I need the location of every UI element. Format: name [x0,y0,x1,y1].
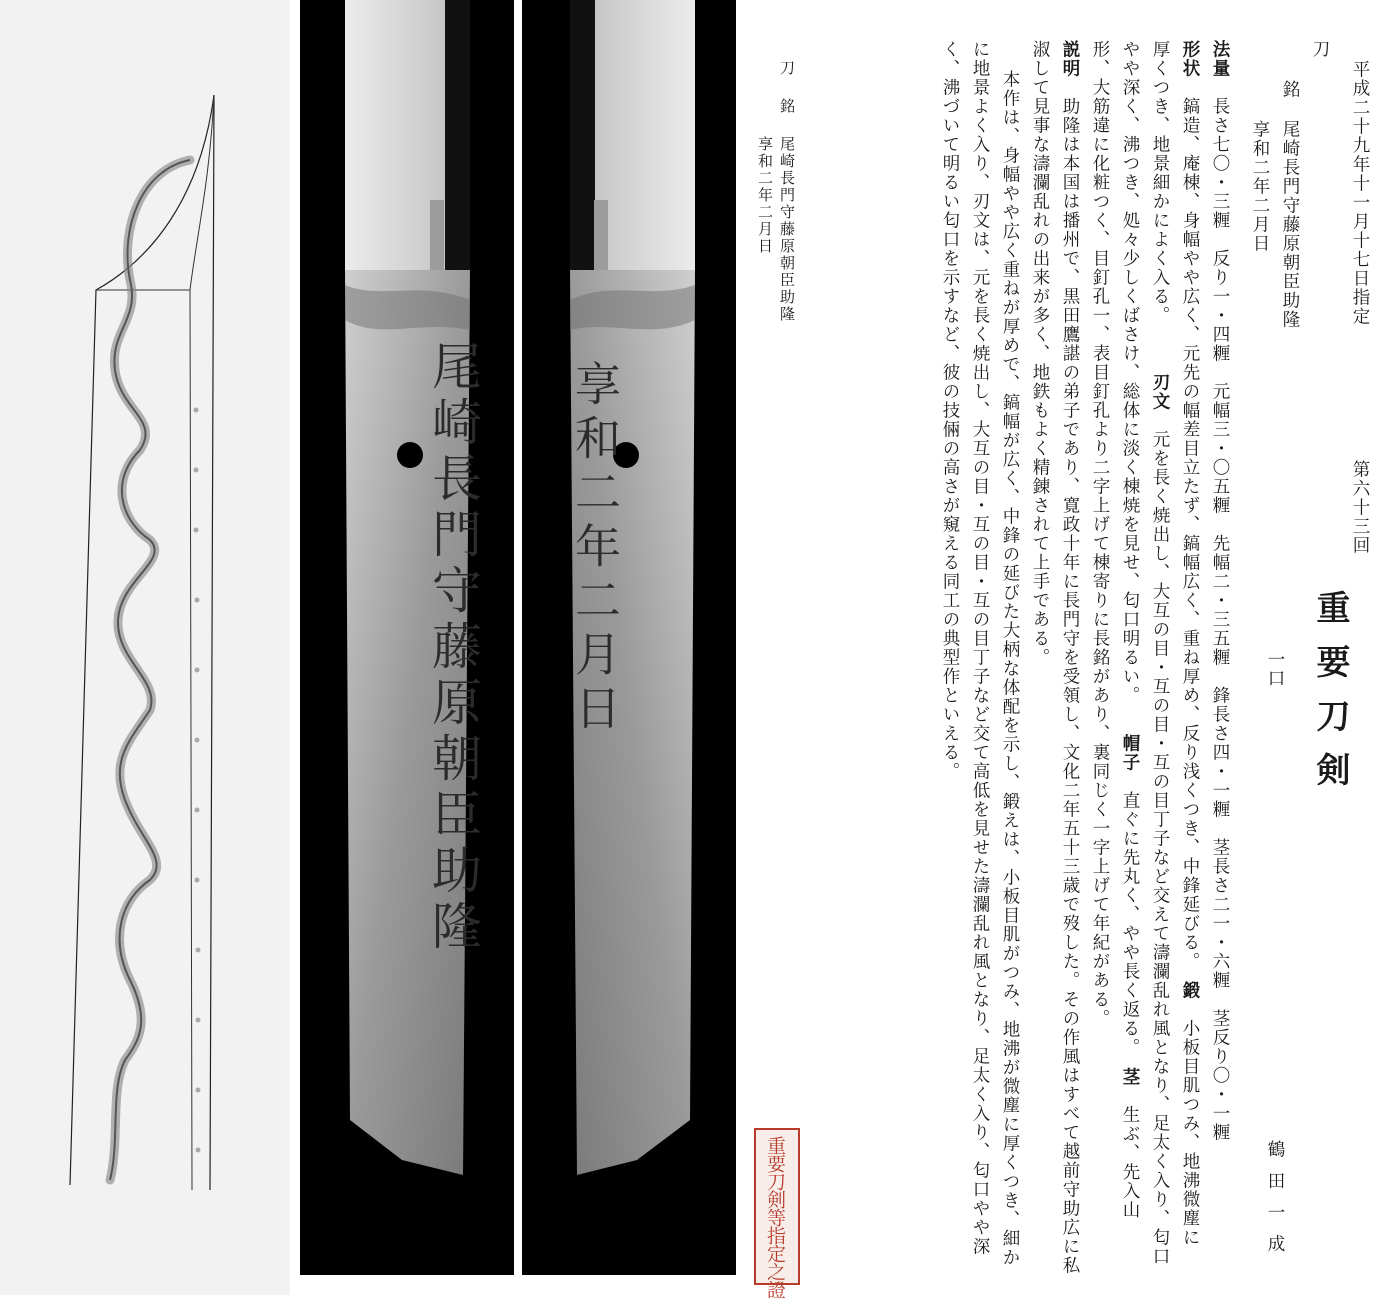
body-col-setsumei: 説明 助隆は本国は播州で、黒田鷹諶の弟子であり、寛政十年に長門守を受領し、文化二年五十三歳で歿した。その作風はすべて越前守助広に私 [1060,40,1080,1275]
photo-caption [740,60,800,760]
subject-type: 刀 [1310,40,1330,59]
body-col-jigane: 厚くつき、地景細かによく入る。 刃文 元を長く焼出し、大互の目・互の目・互の目丁子など交えて濤瀾乱れ風となり、足太く入り、匂口 [1150,40,1170,1267]
body-col-setsumei-2: 淑して見事な濤瀾乱れの出来が多く、地鉄もよく精錬されて上手である。 [1030,40,1050,667]
body-col-honsaku-3: く、沸づいて明るい匂口を示すなど、彼の技倆の高さが窺える同工の典型作といえる。 [940,40,960,781]
caption-mei-omote: 尾崎長門守藤原朝臣助隆 [778,136,796,323]
seal-text: 重要刀剣等指定之證 [764,1136,786,1298]
subject-mei-ura: 享和二年二月日 [1250,120,1270,253]
caption-type: 刀 [778,60,796,77]
muneyaki-dots [194,408,201,1153]
author-name: 鶴田一成 [1265,1140,1285,1266]
session-number: 第六十三回 [1350,460,1370,555]
certification-seal [752,1128,802,1298]
oshigata-drawing [0,0,290,1295]
body-col-keijo: 形状 鎬造、庵棟、身幅やや広く、元先の幅差目立たず、鎬幅広く、重ね厚め、反り浅くつき、中鋒延びる。 鍛 小板目肌つみ、地沸微塵に [1180,40,1200,1248]
document-body [840,40,1400,1275]
ura-inscription: 享和二年二月日 [568,360,622,738]
tang-photo-omote [300,0,514,1275]
blade-back [210,95,214,1190]
item-count: 一口 [1265,650,1285,688]
subject-mei-label: 銘 [1280,80,1300,99]
body-col-honsaku: 本作は、身幅やや広く重ねが厚めで、鎬幅が広く、中鋒の延びた大柄な体配を示し、鍛えは、小板目肌がつみ、地沸が微塵に厚くつき、細か [1000,70,1020,1267]
body-col-boshi: やや深く、沸つき、処々少しくばさけ、総体に淡く棟焼を見せ、匂口明るい。 帽子 直ぐに先丸く、やや長く返る。 茎 生ぶ、先入山 [1120,40,1140,1220]
caption-mei-ura: 享和二年二月日 [756,136,774,255]
body-col-nakago: 形、大筋違に化粧つく、目釘孔一、表目釘孔より二字上げて棟寄りに長銘があり、裏同じく一字上げて年紀がある。 [1090,40,1110,1028]
page-title: 重要刀剣 [1310,590,1350,806]
omote-inscription: 尾崎長門守藤原朝臣助隆 [424,340,482,956]
tang-photo-ura [522,0,736,1275]
body-col-honsaku-2: に地景よく入り、刃文は、元を長く焼出し、大互の目・互の目・互の目丁子など交て高低を見せた濤瀾乱れ風となり、足太く入り、匂口やや深 [970,40,990,1256]
subject-mei-omote: 尾崎長門守藤原朝臣助隆 [1280,120,1300,329]
mekugi-hole [397,442,423,468]
hamon-line [110,160,190,1180]
body-col-hoseki: 法量 長さ七〇・三糎 反り一・四糎 元幅三・〇五糎 先幅二・三五糎 鋒長さ四・一糎 茎長さ二一・六糎 茎反り〇・一糎 [1210,40,1230,1142]
caption-mei-label: 銘 [778,98,796,115]
designation-date: 平成二十九年十一月十七日指定 [1350,60,1370,326]
